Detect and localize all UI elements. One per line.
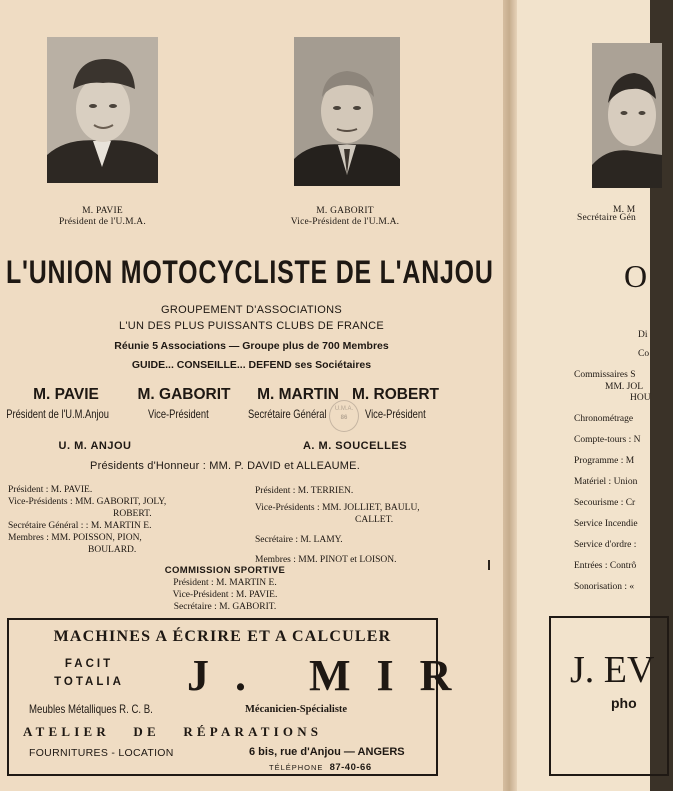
right-caption-role: Secrétaire Gén xyxy=(577,213,636,223)
right-caption-name: M. M xyxy=(613,205,636,215)
right-row-11: Service Incendie xyxy=(574,519,638,529)
ams-vice-presidents-cont: CALLET. xyxy=(355,515,394,525)
right-row-7: Compte-tours : N xyxy=(574,435,641,445)
uma-vice-presidents-cont: ROBERT. xyxy=(113,509,152,519)
right-row-3: Commissaires S xyxy=(574,370,636,380)
library-stamp xyxy=(329,400,359,432)
officer-pavie-role-wrap xyxy=(0,407,130,421)
right-row-1: Di xyxy=(638,330,648,340)
portrait-pavie-image xyxy=(47,37,158,183)
right-page xyxy=(517,0,655,791)
page-mark xyxy=(488,560,490,570)
uma-members: Membres : MM. POISSON, PION, xyxy=(8,533,142,543)
page-title: L'UNION MOTOCYCLISTE DE L'ANJOU xyxy=(6,254,494,290)
ams-president: Président : M. TERRIEN. xyxy=(255,486,354,496)
officer-martin-name: M. MARTIN xyxy=(257,386,339,403)
commission-vice-president: Vice-Président : M. PAVIE. xyxy=(172,590,278,600)
ad-jmir xyxy=(7,618,478,776)
commission-president: Président : M. MARTIN E. xyxy=(173,578,277,588)
title-wrap xyxy=(6,254,496,294)
caption-gaborit-role: Vice-Président de l'U.M.A. xyxy=(290,217,400,227)
officer-gaborit-role-wrap xyxy=(148,407,248,421)
ad-brand-facit: FACIT xyxy=(64,658,114,670)
ams-vice-presidents: Vice-Présidents : MM. JOLLIET, BAULU, xyxy=(255,503,420,513)
honorary-presidents: Présidents d'Honneur : MM. P. DAVID et ALLEAUME. xyxy=(90,460,360,472)
portrait-gaborit xyxy=(294,37,400,186)
uma-vice-presidents: Vice-Présidents : MM. GABORIT, JOLY, xyxy=(8,497,167,507)
ad-meubles: Meubles Métalliques R. C. B. xyxy=(29,702,153,716)
uma-president: Président : M. PAVIE. xyxy=(8,485,93,495)
right-ad-big: J. EV xyxy=(570,649,655,691)
ad-phone-line xyxy=(269,762,419,773)
uma-secretary: Secrétaire Général : : M. MARTIN E. xyxy=(8,521,152,531)
right-row-2: Co xyxy=(638,349,650,359)
commission-title: COMMISSION SPORTIVE xyxy=(164,565,286,576)
stamp-line-2: 86 xyxy=(340,415,348,421)
ad-atelier-wrap xyxy=(23,724,433,742)
ad-brand-totalia: TOTALIA xyxy=(54,676,124,688)
caption-pavie xyxy=(10,206,195,228)
ams-secretary: Secrétaire : M. LAMY. xyxy=(255,535,343,545)
right-row-14: Sonorisation : « xyxy=(574,582,635,592)
officer-pavie-name: M. PAVIE xyxy=(33,386,99,403)
right-ad-box xyxy=(549,616,669,776)
book-gutter xyxy=(503,0,517,791)
officer-martin-role: Secrétaire Général xyxy=(248,407,327,421)
portrait-gaborit-image xyxy=(294,37,400,186)
uma-members-cont: BOULARD. xyxy=(88,545,137,555)
ad-logo: J. MIR xyxy=(187,651,478,700)
ad-mecanicien: Mécanicien-Spécialiste xyxy=(245,704,348,715)
ad-phone-label: TÉLÉPHONE xyxy=(269,763,324,772)
right-row-6: Chronométrage xyxy=(574,414,634,424)
commission-sportive xyxy=(0,564,450,613)
ad-headline: MACHINES A ÉCRIRE ET A CALCULER xyxy=(53,628,392,645)
ad-address: 6 bis, rue d'Anjou — ANGERS xyxy=(249,746,405,758)
ams-list xyxy=(255,485,455,566)
caption-gaborit xyxy=(250,206,440,228)
officer-pavie xyxy=(6,386,126,404)
right-ad-small: pho xyxy=(611,695,637,711)
right-row-8: Programme : M xyxy=(574,456,635,466)
right-row-5: HOU xyxy=(630,393,651,403)
right-row-12: Service d'ordre : xyxy=(574,540,637,550)
uma-list xyxy=(8,484,238,556)
right-row-9: Matériel : Union xyxy=(574,477,638,487)
officer-gaborit-role: Vice-Président xyxy=(148,407,209,421)
ams-members: Membres : MM. PINOT et LOISON. xyxy=(255,555,397,565)
ad-logo-wrap xyxy=(187,651,478,700)
officer-robert-name: M. ROBERT xyxy=(352,386,439,403)
caption-gaborit-name: M. GABORIT xyxy=(316,206,374,216)
intro-line-1: GROUPEMENT D'ASSOCIATIONS xyxy=(161,304,342,316)
commission-secretary: Secrétaire : M. GABORIT. xyxy=(173,602,277,612)
stamp-line-1: U.M.A. xyxy=(334,406,354,412)
officer-pavie-role: Président de l'U.M.Anjou xyxy=(6,407,109,421)
intro-line-4: GUIDE... CONSEILLE... DEFEND ses Sociétaires xyxy=(131,359,372,371)
intro-line-2: L'UN DES PLUS PUISSANTS CLUBS DE FRANCE xyxy=(118,320,385,332)
officer-robert-role-wrap xyxy=(365,407,455,421)
right-row-4: MM. JOL xyxy=(605,382,644,392)
officer-robert-role: Vice-Président xyxy=(365,407,426,421)
portrait-right-image xyxy=(592,43,662,188)
officer-gaborit-name: M. GABORIT xyxy=(137,386,231,403)
right-row-13: Entrées : Contrô xyxy=(574,561,637,571)
club-uma: U. M. ANJOU xyxy=(58,440,132,452)
ad-meubles-wrap xyxy=(29,702,179,716)
portrait-pavie xyxy=(47,37,158,183)
caption-pavie-name: M. PAVIE xyxy=(82,206,123,216)
right-row-10: Secourisme : Cr xyxy=(574,498,636,508)
ad-fournitures: FOURNITURES - LOCATION xyxy=(29,747,174,759)
officer-robert xyxy=(348,386,443,404)
caption-pavie-role: Président de l'U.M.A. xyxy=(59,217,146,227)
club-ams: A. M. SOUCELLES xyxy=(302,440,408,452)
ad-phone: 87-40-66 xyxy=(329,762,372,773)
ad-atelier: ATELIER DE RÉPARATIONS xyxy=(23,724,323,739)
portrait-right xyxy=(592,43,662,188)
officer-gaborit xyxy=(128,386,240,404)
right-big-letter: O xyxy=(624,258,648,294)
intro-line-3: Réunie 5 Associations — Groupe plus de 700 Membres xyxy=(114,340,389,352)
